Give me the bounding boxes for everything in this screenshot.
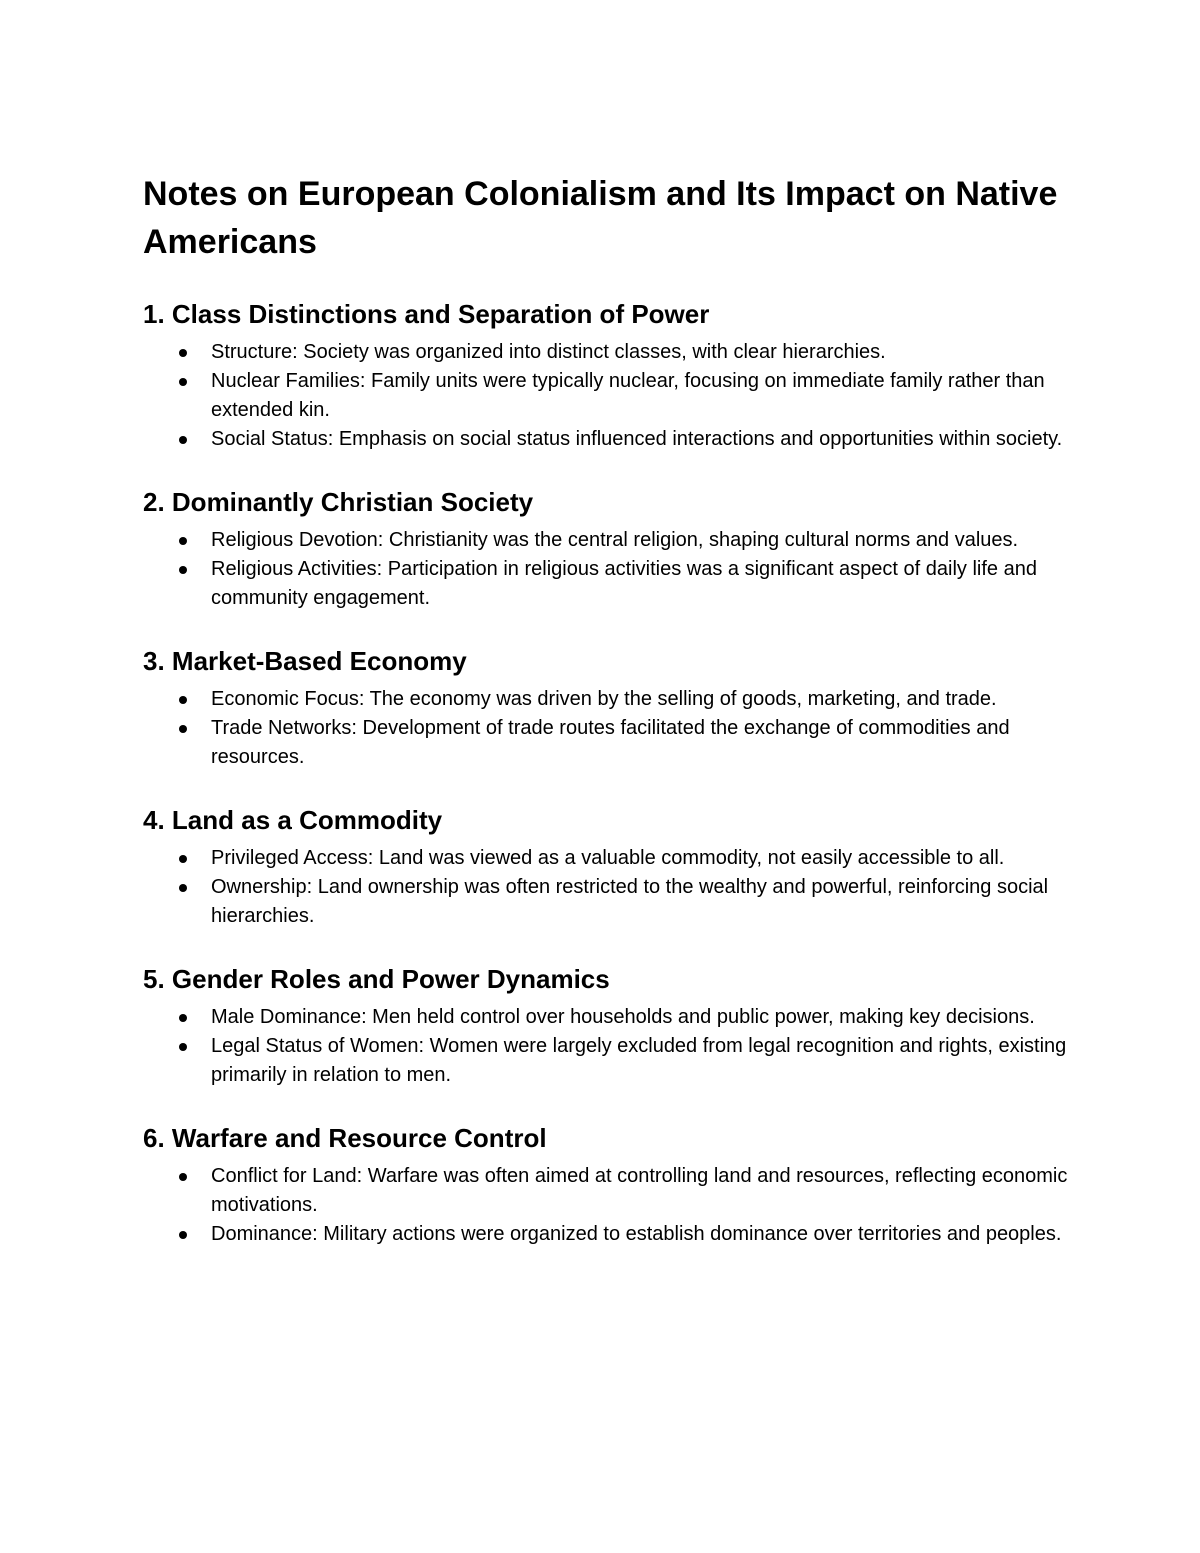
list-item [143, 425, 1073, 454]
section-heading: 4. Land as a Commodity [143, 805, 443, 835]
list-item [143, 685, 1073, 714]
bullet-icon [179, 1043, 187, 1051]
list-item-text: Ownership: Land ownership was often restricted to the wealthy and powerful, reinforcing social hierarchies. [211, 876, 1049, 927]
section-5 [143, 961, 1073, 1090]
list-item [143, 1162, 1073, 1220]
list-item [143, 367, 1073, 425]
bullet-icon [179, 537, 187, 545]
section-1 [143, 296, 1073, 454]
list-item [143, 338, 1073, 367]
list-item-text: Social Status: Emphasis on social status influenced interactions and opportunities within society. [211, 428, 1063, 450]
document-page [143, 170, 1073, 1279]
bullet-list [143, 1162, 1073, 1249]
bullet-list [143, 1003, 1073, 1090]
section-heading: 1. Class Distinctions and Separation of Power [143, 299, 710, 329]
list-item-text: Nuclear Families: Family units were typically nuclear, focusing on immediate family rather than extended kin. [211, 370, 1045, 421]
section-2 [143, 484, 1073, 613]
list-item-text: Male Dominance: Men held control over households and public power, making key decisions. [211, 1006, 1035, 1028]
list-item [143, 873, 1073, 931]
section-4 [143, 802, 1073, 931]
bullet-icon [179, 566, 187, 574]
bullet-list [143, 338, 1073, 454]
bullet-icon [179, 349, 187, 357]
list-item [143, 555, 1073, 613]
list-item-text: Trade Networks: Development of trade routes facilitated the exchange of commodities and resources. [211, 717, 1010, 768]
list-item-text: Privileged Access: Land was viewed as a valuable commodity, not easily accessible to all. [211, 847, 1005, 869]
bullet-icon [179, 1173, 187, 1181]
bullet-icon [179, 1014, 187, 1022]
section-heading: 3. Market-Based Economy [143, 646, 467, 676]
list-item-text: Religious Devotion: Christianity was the central religion, shaping cultural norms and values. [211, 529, 1019, 551]
bullet-icon [179, 1231, 187, 1239]
page-title: Notes on European Colonialism and Its Impact on Native Americans [143, 175, 1058, 261]
section-6 [143, 1120, 1073, 1249]
section-heading: 6. Warfare and Resource Control [143, 1123, 547, 1153]
bullet-icon [179, 436, 187, 444]
list-item-text: Legal Status of Women: Women were largely excluded from legal recognition and rights, existing primarily in relation to men. [211, 1035, 1067, 1086]
bullet-icon [179, 855, 187, 863]
section-heading: 5. Gender Roles and Power Dynamics [143, 964, 610, 994]
list-item-text: Conflict for Land: Warfare was often aimed at controlling land and resources, reflecting economic motivations. [211, 1165, 1068, 1216]
list-item [143, 714, 1073, 772]
list-item [143, 844, 1073, 873]
list-item [143, 1220, 1073, 1249]
list-item-text: Structure: Society was organized into distinct classes, with clear hierarchies. [211, 341, 886, 363]
bullet-list [143, 526, 1073, 613]
list-item-text: Religious Activities: Participation in religious activities was a significant aspect of daily life and community engagement. [211, 558, 1037, 609]
bullet-list [143, 685, 1073, 772]
list-item [143, 526, 1073, 555]
bullet-icon [179, 725, 187, 733]
bullet-icon [179, 696, 187, 704]
bullet-icon [179, 884, 187, 892]
bullet-list [143, 844, 1073, 931]
section-heading: 2. Dominantly Christian Society [143, 487, 534, 517]
list-item-text: Economic Focus: The economy was driven by the selling of goods, marketing, and trade. [211, 688, 997, 710]
bullet-icon [179, 378, 187, 386]
section-3 [143, 643, 1073, 772]
list-item [143, 1032, 1073, 1090]
list-item [143, 1003, 1073, 1032]
list-item-text: Dominance: Military actions were organized to establish dominance over territories and peoples. [211, 1223, 1062, 1245]
